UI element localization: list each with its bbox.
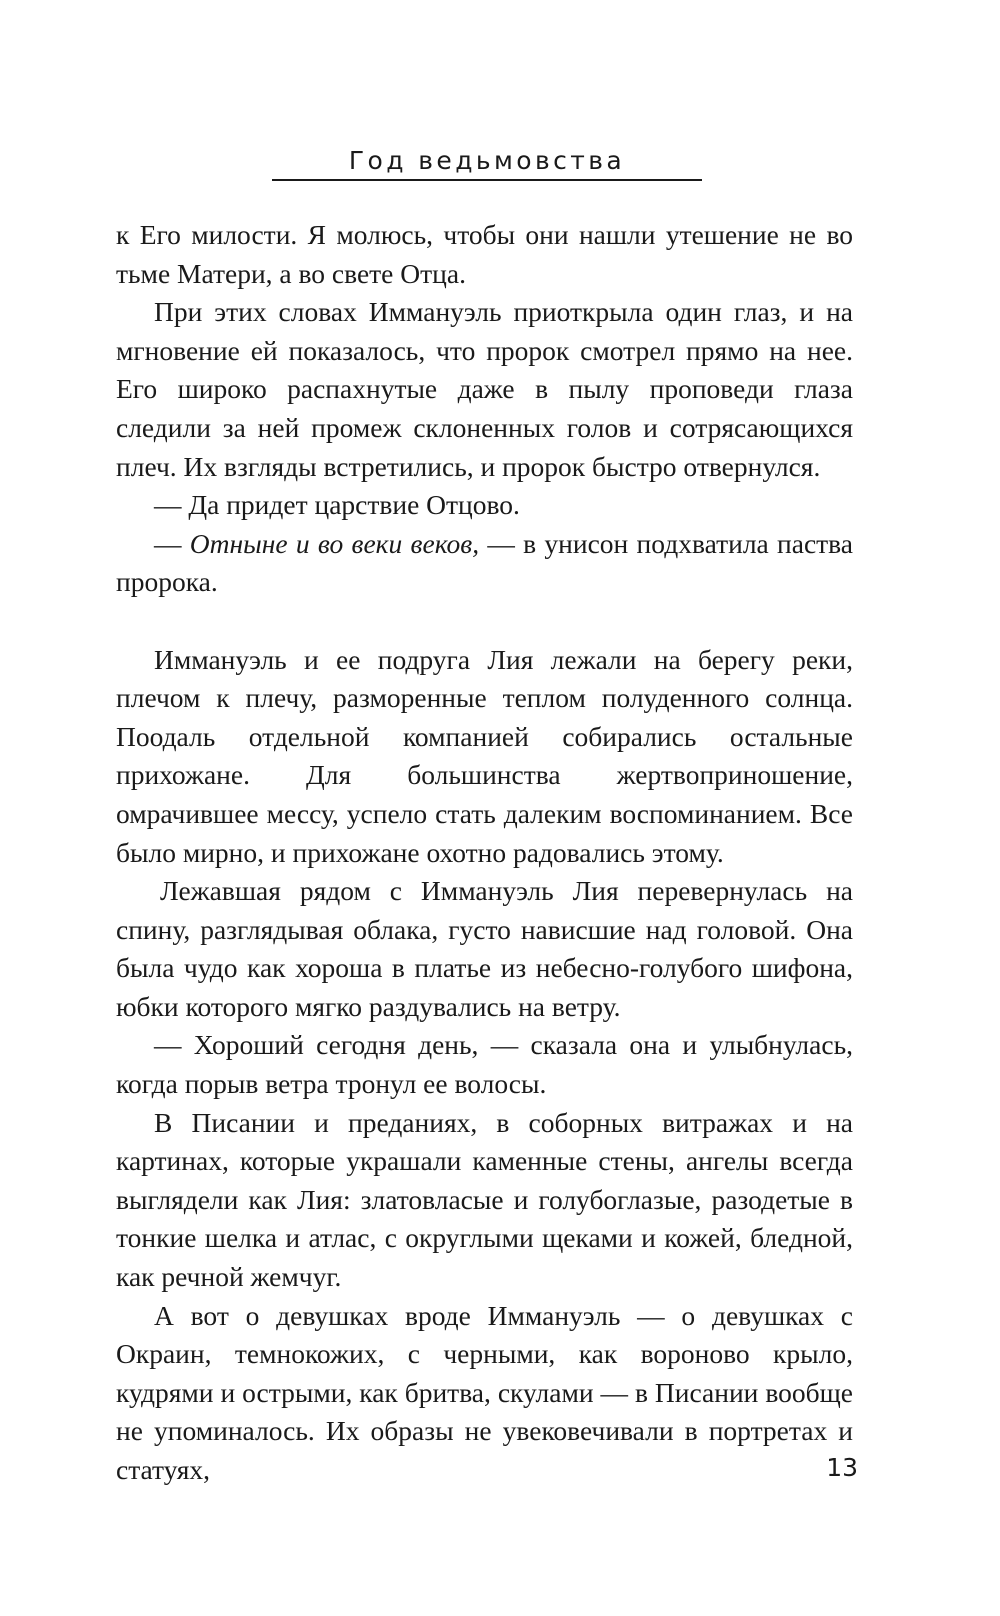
page-number: 13 <box>826 1453 858 1482</box>
paragraph: В Писании и преданиях, в соборных витражах и на картинах, которые украшали каменные стены, ангелы всегда выглядели как Лия: златовласые и голубоглазые, разодетые в тонкие шелка и атлас, с округлыми щеками и кожей, бледной, как речной жемчуг. <box>116 1106 853 1293</box>
paragraph: А вот о девушках вроде Иммануэль — о девушках с Окраин, темнокожих, с черными, как вороново крыло, кудрями и острыми, как бритва, скулами — в Писании вообще не упоминалось. Их образы не увековечивали в портретах и статуях, <box>116 1299 853 1485</box>
dialogue-line: — Хороший сегодня день, — сказала она и улыбнулась, когда порыв ветра тронул ее волосы. <box>116 1029 853 1100</box>
main-text <box>116 216 853 1490</box>
dash: — <box>154 527 182 559</box>
header-rule <box>272 179 702 181</box>
italic-response: Отныне и во веки веков, <box>189 527 480 559</box>
running-title: Год ведьмовства <box>348 146 626 175</box>
dialogue-line: — Да придет царствие Отцово. <box>154 489 520 521</box>
paragraph: Иммануэль и ее подруга Лия лежали на берегу реки, плечом к плечу, разморенные теплом полуденного солнца. Поодаль отдельной компанией собирались остальные прихожане. Для большинства жертвоприношение, омрачившее мессу, успело стать далеким воспоминанием. Все было мирно, и прихожане охотно радовались этому. <box>116 643 853 868</box>
dialogue-rest: — в унисон подхватила паства пророка. <box>116 527 853 598</box>
paragraph: При этих словах Иммануэль приоткрыла один глаз, и на мгновение ей показалось, что пророк смотрел прямо на нее. Его широко распахнутые даже в пылу проповеди глаза следили за ней промеж склоненных голов и сотрясающихся плеч. Их взгляды встретились, и пророк быстро отвернулся. <box>116 296 853 482</box>
paragraph: Лежавшая рядом с Иммануэль Лия перевернулась на спину, разглядывая облака, густо нависшие над головой. Она была чудо как хороша в платье из небесно-голубого шифона, юбки которого мягко раздувались на ветру. <box>116 875 853 1022</box>
paragraph: к Его милости. Я молюсь, чтобы они нашли утешение не во тьме Матери, а во свете Отца. <box>116 219 853 289</box>
dialogue-line <box>116 525 853 602</box>
